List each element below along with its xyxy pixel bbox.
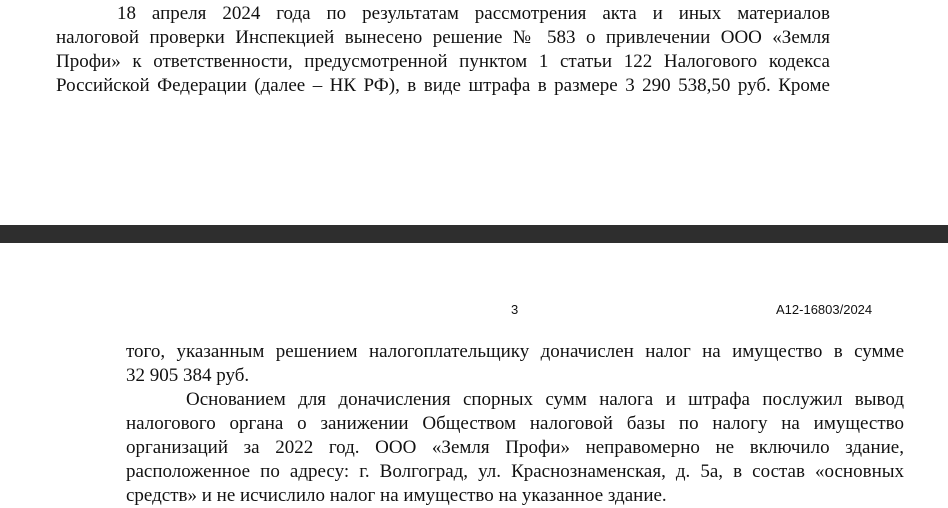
text-line: Профи» к ответственности, предусмотренной пунктом 1 статьи 122 Налогового кодекса [56, 51, 830, 72]
page-separator [0, 225, 948, 243]
document-page [0, 0, 948, 225]
text-line: 32 905 384 руб. [126, 365, 250, 386]
text-line: расположенное по адресу: г. Волгоград, ул. Краснознаменская, д. 5а, в состав «основных [126, 461, 904, 482]
text-line: налогового органа о занижении Обществом налоговой базы по налогу на имущество [126, 413, 904, 434]
text-line: Российской Федерации (далее – НК РФ), в виде штрафа в размере 3 290 538,50 руб. Кроме [56, 75, 830, 96]
text-line: средств» и не исчислило налог на имущество на указанное здание. [126, 485, 667, 506]
document-page [0, 243, 948, 506]
text-line: Основанием для доначисления спорных сумм налога и штрафа послужил вывод [186, 389, 904, 410]
case-number: А12-16803/2024 [776, 302, 873, 317]
text-line: 18 апреля 2024 года по результатам рассмотрения акта и иных материалов [117, 3, 830, 24]
text-line: организаций за 2022 год. ООО «Земля Профи» неправомерно не включило здание, [126, 437, 904, 458]
text-line: того, указанным решением налогоплательщику доначислен налог на имущество в сумме [126, 341, 904, 362]
page-number: 3 [511, 302, 519, 317]
text-line: налоговой проверки Инспекцией вынесено решение № 583 о привлечении ООО «Земля [56, 27, 830, 48]
